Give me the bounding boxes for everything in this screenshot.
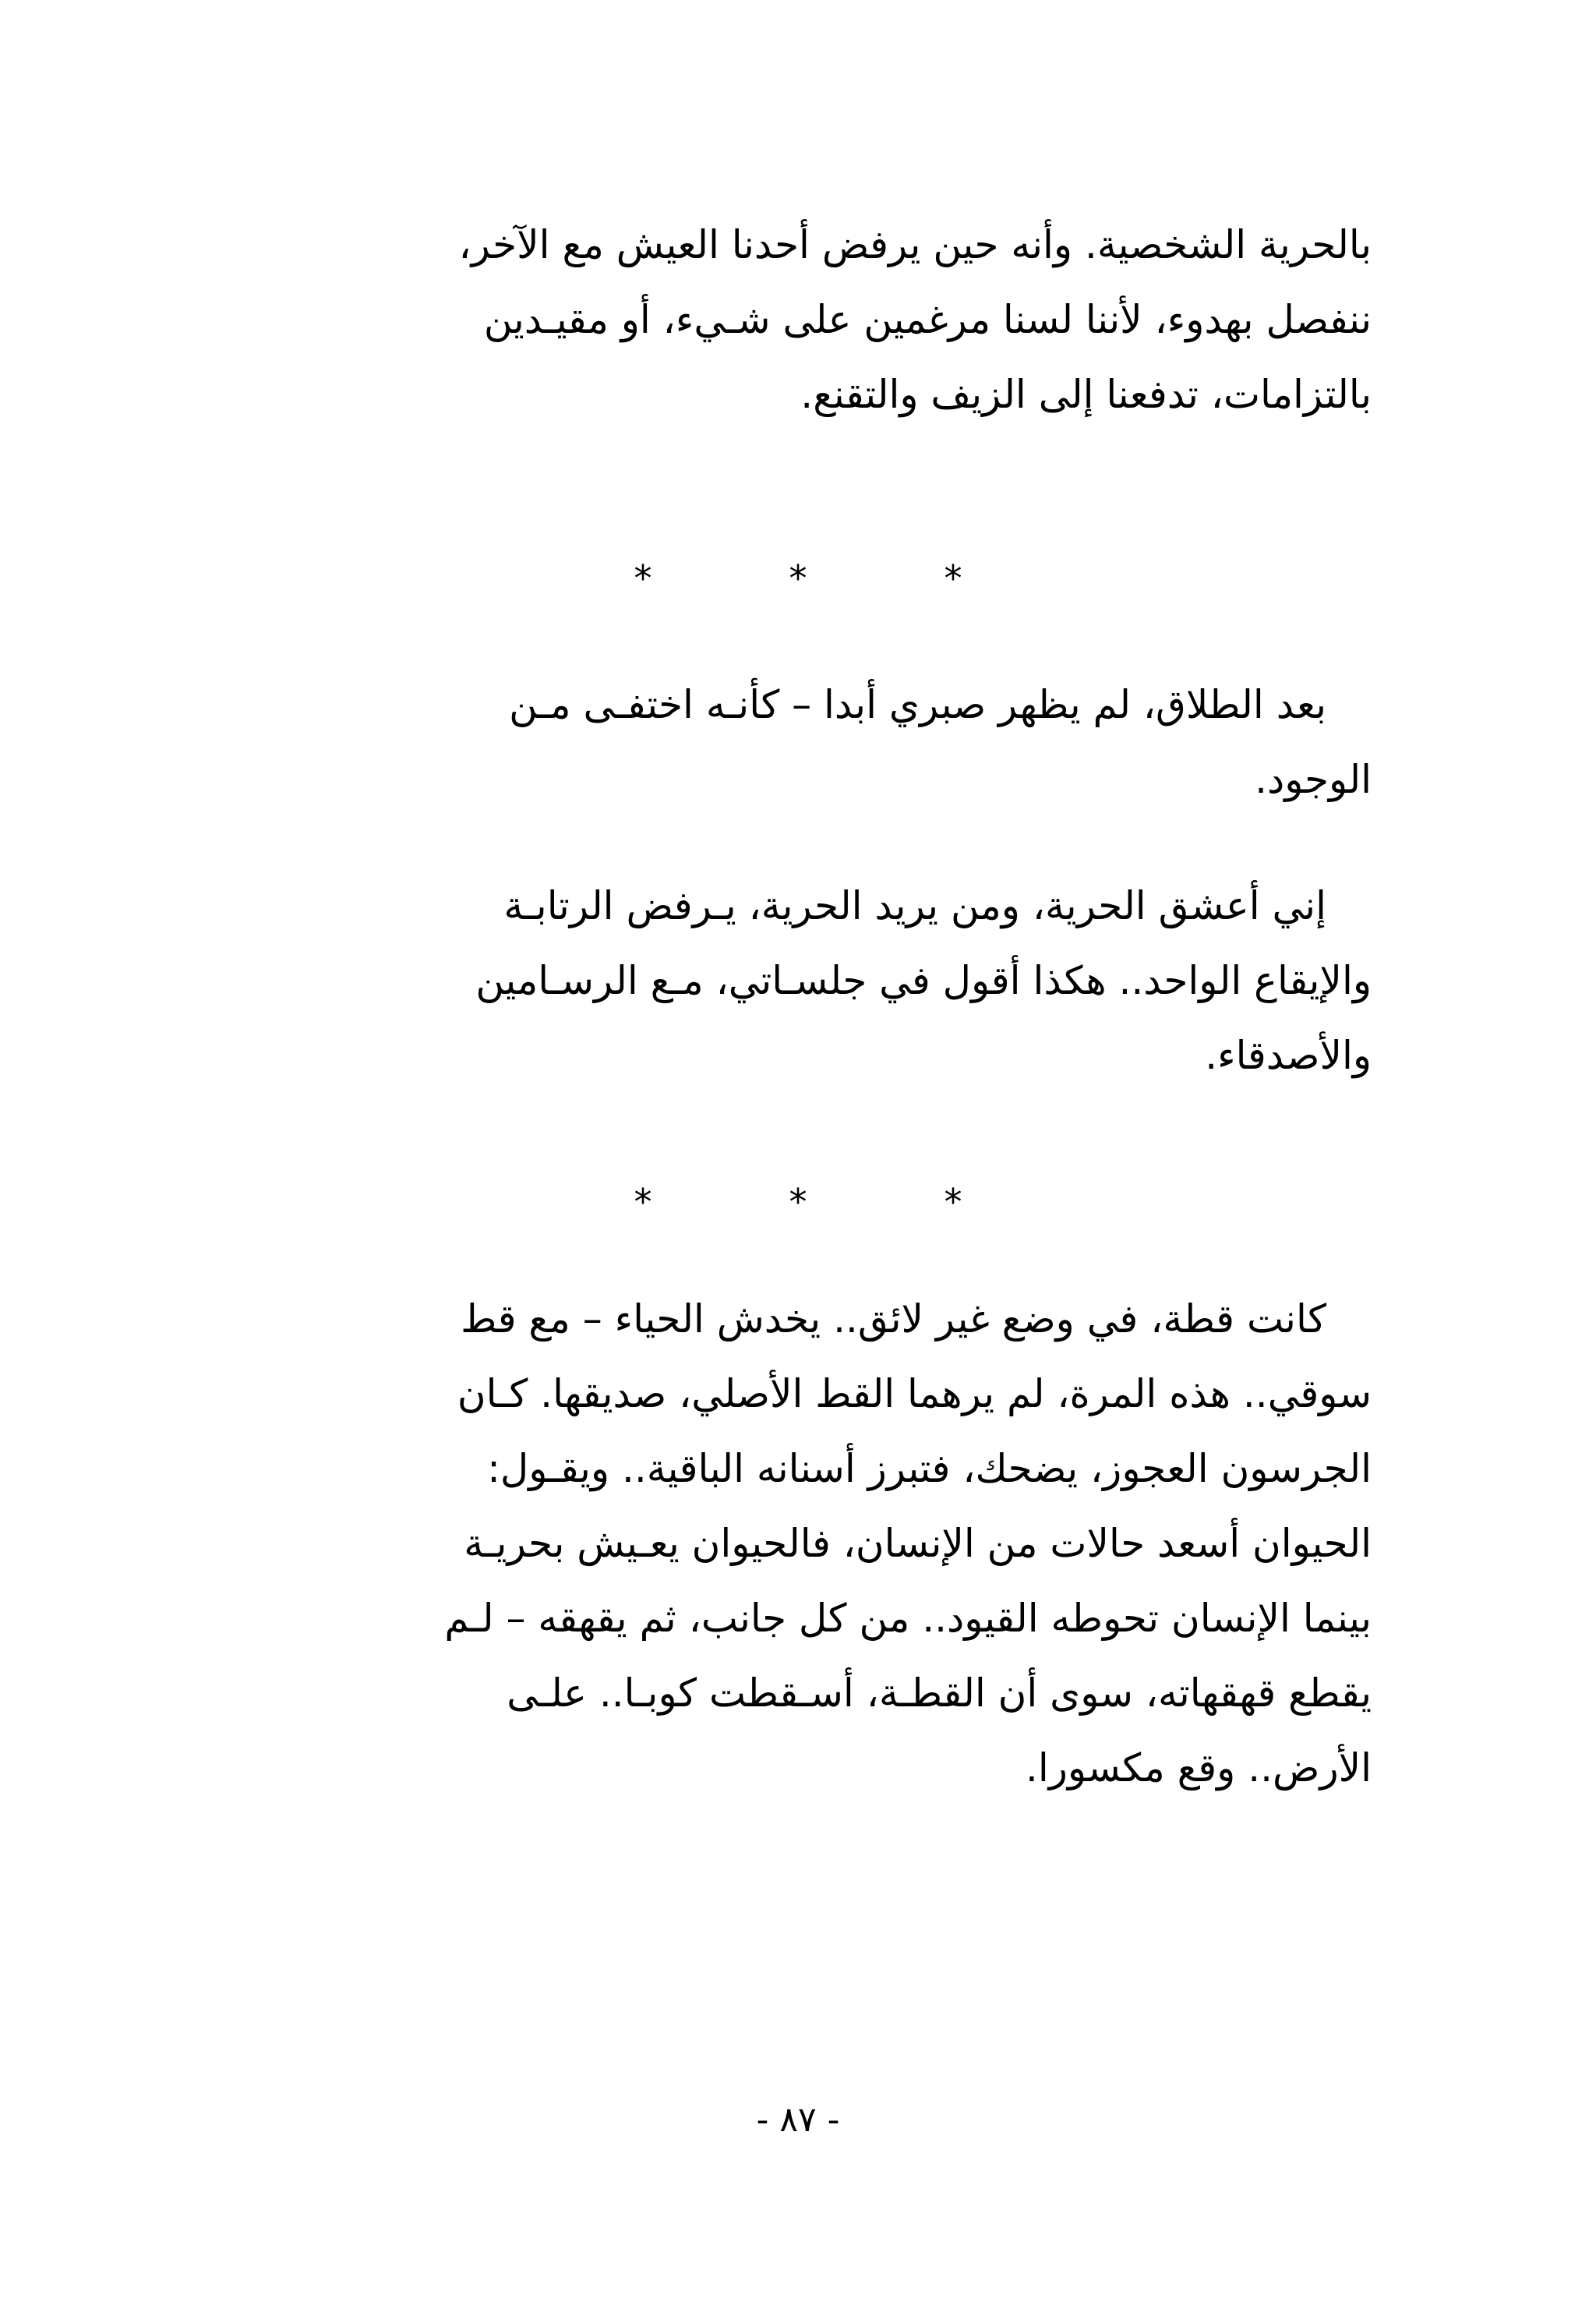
paragraph-line: والإيقاع الواحد.. هكذا أقول في جلسـاتي، مـع الرسـامين — [475, 958, 1372, 1003]
paragraph-line: كانت قطة، في وضع غير لائق.. يخدش الحياء – مع قط — [461, 1296, 1326, 1342]
separator-star: * — [634, 557, 652, 599]
paragraph-line: الأرض.. وقع مكسورا. — [1026, 1745, 1372, 1791]
separator-star: * — [944, 557, 962, 599]
section-separator — [0, 555, 1596, 602]
paragraph-line: والأصدقاء. — [1205, 1033, 1372, 1078]
paragraph-4 — [234, 1282, 1372, 1805]
paragraph-line: سوقي.. هذه المرة، لم يرهما القط الأصلي، صديقها. كـان — [457, 1371, 1372, 1416]
section-separator — [0, 1179, 1596, 1225]
separator-star: * — [944, 1181, 962, 1223]
paragraph-line: يقطع قهقهاته، سوى أن القطـة، أسـقطت كوبـا.. علـى — [507, 1670, 1372, 1716]
separator-star: * — [789, 1181, 807, 1223]
paragraph-line: الحيوان أسعد حالات من الإنسان، فالحيوان يعـيش بحريـة — [464, 1521, 1372, 1566]
paragraph-line: بالحرية الشخصية. وأنه حين يرفض أحدنا العيش مع الآخر، — [458, 222, 1372, 267]
separator-star: * — [789, 557, 807, 599]
paragraph-line: ننفصل بهدوء، لأننا لسنا مرغمين على شـيء، أو مقيـدين — [483, 297, 1372, 342]
paragraph-line: الوجود. — [1255, 757, 1372, 802]
separator-star: * — [634, 1181, 652, 1223]
paragraph-line: بينما الإنسان تحوطه القيود.. من كل جانب، ثم يقهقه – لـم — [444, 1596, 1372, 1641]
paragraph-3 — [234, 868, 1372, 1093]
page-number: - ٨٧ - — [756, 2100, 840, 2140]
paragraph-1 — [234, 207, 1372, 432]
paragraph-line: بعد الطلاق، لم يظهر صبري أبدا – كأنـه اختفـى مـن — [509, 682, 1326, 727]
paragraph-line: إني أعشق الحرية، ومن يريد الحرية، يـرفض الرتابـة — [503, 883, 1326, 928]
paragraph-line: بالتزامات، تدفعنا إلى الزيف والتقنع. — [800, 372, 1372, 417]
paragraph-line: الجرسون العجوز، يضحك، فتبرز أسنانه الباقية.. ويقـول: — [487, 1446, 1372, 1491]
paragraph-2 — [234, 667, 1372, 817]
